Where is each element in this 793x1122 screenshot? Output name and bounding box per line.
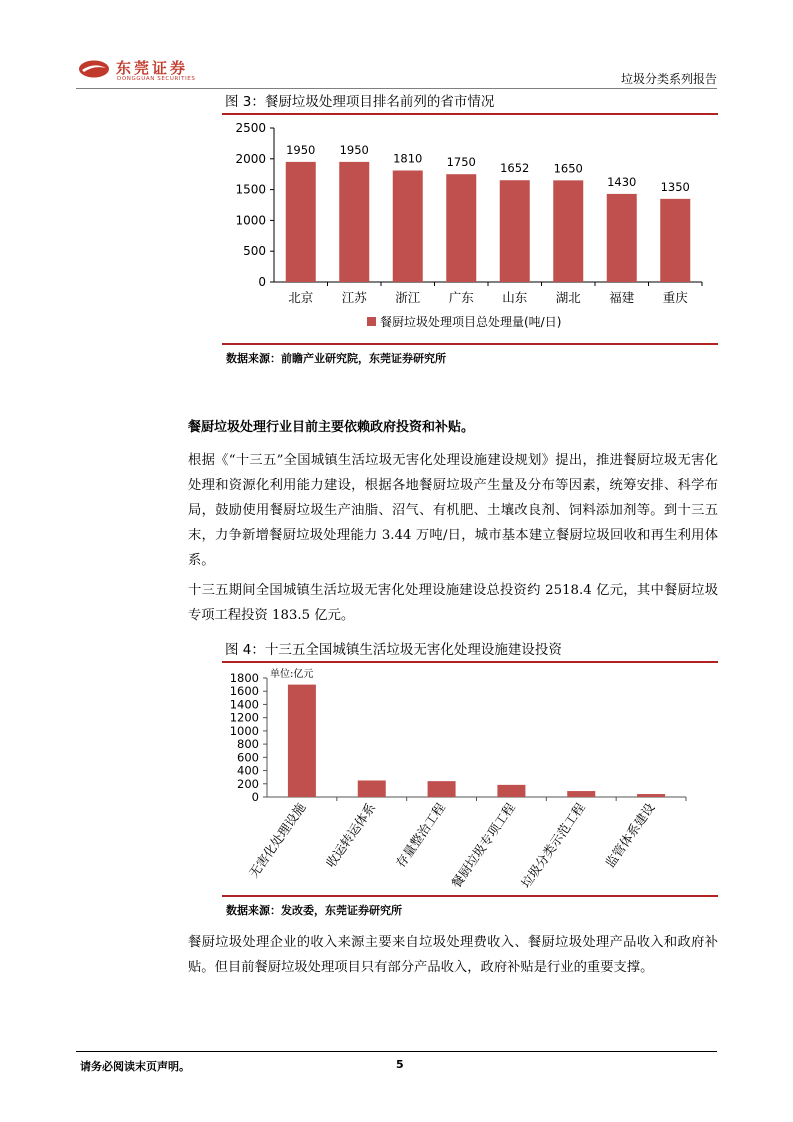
figure4-chart: [222, 664, 718, 896]
figure3-chart: [222, 116, 718, 344]
y-tick-label: 0: [258, 275, 266, 289]
x-tick-label: 无害化处理设施: [245, 800, 309, 881]
bar: [288, 685, 316, 797]
y-tick-label: 0: [251, 790, 259, 804]
bar: [428, 781, 456, 797]
bar: [497, 785, 525, 797]
footer-divider: [76, 1051, 717, 1052]
paragraph-3: 餐厨垃圾处理企业的收入来源主要来自垃圾处理费收入、餐厨垃圾处理产品收入和政府补贴。但目前餐厨垃圾处理项目只有部分产品收入，政府补贴是行业的重要支撑。: [188, 935, 718, 975]
x-tick-label: 江苏: [341, 290, 367, 305]
section-heading: 餐厨垃圾处理行业目前主要依赖政府投资和补贴。: [188, 420, 475, 435]
x-tick-label: 收运转运体系: [322, 800, 379, 871]
y-tick-label: 1200: [229, 710, 259, 725]
bar: [500, 180, 530, 282]
figure4-top-rule: [222, 661, 718, 663]
y-tick-label: 2000: [235, 151, 266, 166]
x-tick-label: 湖北: [555, 290, 581, 305]
data-label: 1750: [446, 155, 476, 170]
y-tick-label: 1500: [235, 182, 266, 197]
data-label: 1430: [607, 174, 637, 189]
y-tick-label: 1000: [229, 723, 259, 738]
bar: [567, 791, 595, 797]
x-tick-label: 垃圾分类示范工程: [518, 800, 588, 891]
paragraph-1: 根据《“十三五”全国城镇生活垃圾无害化处理设施建设规划》提出，推进餐厨垃圾无害化处理和资源化利用能力建设，根据各地餐厨垃圾产生量及分布等因素，统筹安排、科学布局，鼓励使用餐厨垃圾生产油脂、沼气、有机肥、土壤改良剂、饲料添加剂等。到十三五末，力争新增餐厨垃圾处理能力 3.44 万吨/日，城市基本建立餐厨垃圾回收和再生利用体系。: [188, 453, 718, 568]
y-tick-label: 1600: [229, 684, 259, 699]
paragraph-2: 十三五期间全国城镇生活垃圾无害化处理设施建设总投资约 2518.4 亿元，其中餐厨垃圾专项工程投资 183.5 亿元。: [188, 583, 718, 623]
legend-label: 餐厨垃圾处理项目总处理量(吨/日): [380, 315, 562, 329]
x-tick-label: 福建: [609, 290, 635, 305]
y-tick-label: 500: [243, 244, 266, 259]
figure4-source: 数据来源：发改委，东莞证券研究所: [226, 904, 402, 917]
data-label: 1950: [339, 142, 369, 157]
bar: [446, 174, 476, 282]
bar: [286, 162, 316, 282]
figure3-title: 图 3：餐厨垃圾处理项目排名前列的省市情况: [225, 94, 495, 110]
figure4-bottom-rule: [222, 895, 718, 897]
logo-cn-text: 东莞证券: [116, 59, 189, 77]
bar: [358, 780, 386, 797]
y-tick-label: 1000: [235, 213, 266, 228]
logo: [78, 57, 218, 83]
x-tick-label: 监管体系建设: [602, 800, 658, 871]
data-label: 1950: [286, 142, 316, 157]
logo-en-text: DONGGUAN SECURITIES: [117, 76, 196, 82]
data-label: 1650: [553, 161, 583, 176]
y-tick-label: 400: [237, 763, 259, 778]
data-label: 1810: [393, 151, 423, 166]
x-tick-label: 存量整治工程: [392, 800, 449, 871]
bar: [553, 180, 583, 282]
x-tick-label: 广东: [448, 290, 474, 305]
bar: [339, 162, 369, 282]
bar: [607, 194, 637, 282]
y-tick-label: 1400: [229, 697, 259, 712]
report-series-title: 垃圾分类系列报告: [620, 72, 717, 86]
bar: [637, 794, 665, 797]
figure3-bottom-rule: [222, 343, 718, 345]
header-divider: [76, 88, 717, 89]
bar: [393, 171, 423, 282]
data-label: 1350: [660, 179, 690, 194]
x-tick-label: 餐厨垃圾专项工程: [448, 800, 518, 891]
legend-swatch: [367, 317, 376, 326]
x-tick-label: 北京: [288, 290, 314, 305]
figure3-source: 数据来源：前瞻产业研究院，东莞证券研究所: [226, 352, 446, 365]
y-tick-label: 200: [237, 776, 259, 791]
y-tick-label: 2500: [235, 121, 266, 135]
data-label: 1652: [500, 161, 530, 176]
x-tick-label: 浙江: [395, 290, 421, 305]
y-tick-label: 800: [237, 737, 259, 752]
figure3-top-rule: [222, 113, 718, 115]
y-tick-label: 1800: [229, 671, 259, 685]
logo-mark-icon: [78, 59, 110, 79]
figure4-title: 图 4：十三五全国城镇生活垃圾无害化处理设施建设投资: [225, 642, 562, 658]
footer-disclaimer: 请务必阅读末页声明。: [80, 1060, 190, 1073]
bar: [660, 199, 690, 282]
x-tick-label: 重庆: [662, 290, 688, 305]
unit-label: 单位:亿元: [270, 669, 314, 680]
page-number: 5: [396, 1058, 404, 1071]
y-tick-label: 600: [237, 750, 259, 765]
x-tick-label: 山东: [502, 290, 528, 305]
